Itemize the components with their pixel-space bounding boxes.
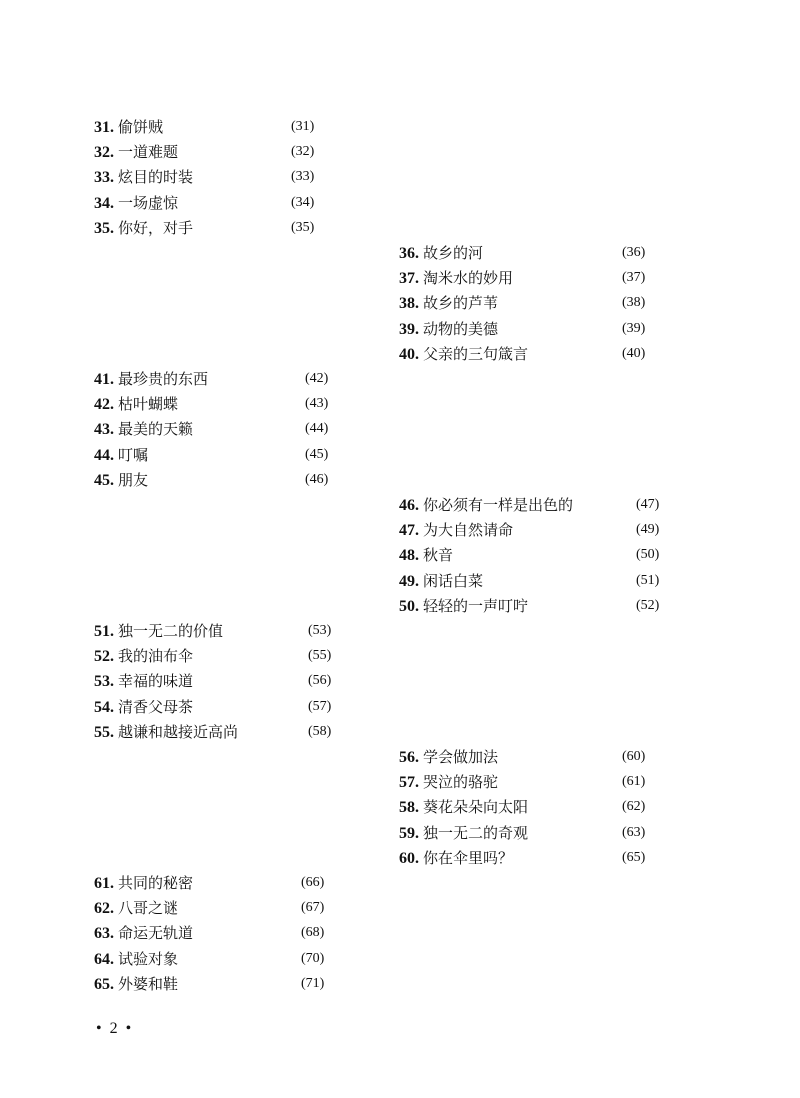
entry-number: 37.: [399, 270, 419, 288]
entry-page: (42): [305, 371, 329, 386]
toc-entry[interactable]: [399, 316, 669, 341]
entry-title: 命运无轨道: [118, 924, 194, 943]
entry-title: 清香父母茶: [118, 697, 194, 716]
entry-title: 叮嘱: [118, 445, 149, 464]
entry-page: (61): [622, 774, 646, 790]
entry-title: 淘米水的妙用: [423, 269, 514, 288]
entry-page: (68): [301, 925, 325, 941]
entry-number: 49.: [399, 572, 419, 590]
entry-page: (55): [308, 648, 332, 664]
entry-number: 56.: [399, 749, 419, 766]
toc-entry[interactable]: [399, 492, 679, 517]
toc-entry[interactable]: [399, 794, 669, 819]
entry-number: 50.: [399, 597, 419, 615]
toc-entry[interactable]: [94, 164, 334, 189]
entry-title: 一道难题: [118, 143, 179, 162]
entry-number: 59.: [399, 824, 419, 842]
entry-page: (37): [622, 270, 646, 286]
entry-number: 64.: [94, 950, 114, 968]
toc-entry[interactable]: [94, 920, 344, 945]
toc-entry[interactable]: [399, 568, 679, 593]
toc-entry[interactable]: [94, 215, 334, 240]
entry-number: 36.: [399, 245, 419, 262]
entry-page: (58): [308, 723, 332, 739]
entry-page: (34): [291, 194, 315, 210]
entry-title: 外婆和鞋: [118, 974, 179, 993]
toc-entry[interactable]: [399, 820, 669, 845]
entry-title: 越谦和越接近高尚: [118, 722, 239, 741]
entry-number: 48.: [399, 547, 419, 565]
entry-title: 葵花朵朵向太阳: [423, 798, 529, 817]
entry-number: 34.: [94, 194, 114, 212]
toc-entry[interactable]: [399, 517, 679, 542]
entry-page: (33): [291, 169, 315, 185]
entry-number: 53.: [94, 673, 114, 691]
toc-entry[interactable]: [399, 542, 679, 567]
toc-group-56-60: [399, 744, 669, 870]
toc-entry[interactable]: [94, 366, 344, 391]
entry-title: 试验对象: [118, 949, 179, 968]
entry-title: 你必须有一样是出色的: [423, 496, 574, 514]
entry-number: 39.: [399, 320, 419, 338]
entry-title: 你在伞里吗？: [423, 848, 514, 867]
toc-entry[interactable]: [94, 694, 344, 719]
entry-number: 57.: [399, 774, 419, 792]
toc-entry[interactable]: [94, 467, 344, 492]
entry-page: (45): [305, 446, 329, 462]
entry-page: (49): [636, 522, 660, 538]
entry-page: (46): [305, 471, 329, 487]
entry-title: 八哥之谜: [118, 899, 179, 918]
entry-number: 54.: [94, 698, 114, 716]
entry-page: (70): [301, 950, 325, 966]
entry-page: (35): [291, 219, 315, 235]
entry-page: (63): [622, 824, 646, 840]
entry-page: (36): [622, 245, 646, 260]
entry-title: 故乡的河: [423, 244, 484, 262]
toc-entry[interactable]: [399, 744, 669, 769]
entry-title: 轻轻的一声叮咛: [423, 596, 529, 615]
page-number-footer: • 2 •: [96, 1020, 134, 1037]
toc-entry[interactable]: [94, 946, 344, 971]
entry-number: 46.: [399, 497, 419, 514]
toc-entry[interactable]: [94, 643, 344, 668]
entry-page: (57): [308, 698, 332, 714]
toc-entry[interactable]: [94, 895, 344, 920]
entry-number: 44.: [94, 446, 114, 464]
entry-number: 32.: [94, 144, 114, 162]
entry-number: 33.: [94, 169, 114, 187]
entry-page: (62): [622, 799, 646, 815]
entry-title: 父亲的三句箴言: [423, 344, 529, 363]
toc-entry[interactable]: [399, 341, 669, 366]
entry-page: (71): [301, 975, 325, 991]
entry-number: 65.: [94, 975, 114, 993]
entry-title: 你好，对手: [118, 218, 194, 237]
entry-page: (39): [622, 320, 646, 336]
entry-page: (44): [305, 421, 329, 437]
entry-title: 幸福的味道: [118, 672, 194, 691]
entry-title: 我的油布伞: [118, 647, 194, 666]
toc-entry[interactable]: [94, 668, 344, 693]
entry-number: 58.: [399, 799, 419, 817]
entry-title: 偷饼贼: [118, 118, 164, 136]
toc-entry[interactable]: [399, 769, 669, 794]
entry-page: (50): [636, 547, 660, 563]
entry-page: (66): [301, 875, 325, 890]
entry-page: (38): [622, 295, 646, 311]
entry-page: (32): [291, 144, 315, 160]
entry-title: 故乡的芦苇: [423, 294, 499, 313]
entry-page: (47): [636, 497, 660, 512]
entry-page: (43): [305, 396, 329, 412]
entry-page: (31): [291, 119, 315, 134]
toc-entry[interactable]: [94, 190, 334, 215]
entry-page: (51): [636, 572, 660, 588]
entry-number: 31.: [94, 119, 114, 136]
toc-group-36-40: [399, 240, 669, 366]
entry-page: (65): [622, 849, 646, 865]
toc-entry[interactable]: [94, 114, 334, 139]
entry-title: 动物的美德: [423, 319, 499, 338]
entry-number: 42.: [94, 396, 114, 414]
entry-title: 闲话白菜: [423, 571, 484, 590]
entry-number: 62.: [94, 900, 114, 918]
toc-group-51-55: [94, 618, 344, 744]
toc-entry[interactable]: [399, 290, 669, 315]
entry-number: 41.: [94, 371, 114, 388]
toc-entry[interactable]: [94, 416, 344, 441]
entry-page: (40): [622, 345, 646, 361]
entry-number: 35.: [94, 219, 114, 237]
entry-number: 38.: [399, 295, 419, 313]
entry-title: 炫目的时装: [118, 168, 194, 187]
entry-number: 63.: [94, 925, 114, 943]
entry-title: 独一无二的价值: [118, 622, 224, 640]
entry-number: 45.: [94, 471, 114, 489]
entry-number: 52.: [94, 648, 114, 666]
entry-title: 共同的秘密: [118, 874, 194, 892]
entry-number: 61.: [94, 875, 114, 892]
entry-number: 51.: [94, 623, 114, 640]
toc-entry[interactable]: [94, 139, 334, 164]
entry-title: 最美的天籁: [118, 420, 194, 439]
toc-entry[interactable]: [94, 971, 344, 996]
toc-entry[interactable]: [94, 870, 344, 895]
entry-number: 55.: [94, 723, 114, 741]
entry-title: 一场虚惊: [118, 193, 179, 212]
toc-entry[interactable]: [94, 391, 344, 416]
entry-page: (56): [308, 673, 332, 689]
entry-page: (52): [636, 597, 660, 613]
entry-page: (67): [301, 900, 325, 916]
toc-group-61-65: [94, 870, 344, 996]
entry-number: 43.: [94, 421, 114, 439]
toc-entry[interactable]: [399, 240, 669, 265]
entry-title: 秋音: [423, 546, 454, 565]
toc-entry[interactable]: [399, 593, 679, 618]
entry-page: (60): [622, 749, 646, 764]
entry-number: 40.: [399, 345, 419, 363]
entry-number: 47.: [399, 522, 419, 540]
entry-title: 为大自然请命: [423, 521, 514, 540]
toc-entry[interactable]: [94, 618, 344, 643]
toc-entry[interactable]: [94, 719, 344, 744]
toc-group-31-35: [94, 114, 334, 240]
entry-page: (53): [308, 623, 332, 638]
entry-title: 朋友: [118, 470, 149, 489]
entry-title: 学会做加法: [423, 748, 499, 766]
entry-title: 独一无二的奇观: [423, 823, 529, 842]
entry-number: 60.: [399, 849, 419, 867]
toc-entry[interactable]: [399, 265, 669, 290]
entry-title: 最珍贵的东西: [118, 370, 209, 388]
toc-entry[interactable]: [94, 442, 344, 467]
toc-group-46-50: [399, 492, 679, 618]
entry-title: 哭泣的骆驼: [423, 773, 499, 792]
entry-title: 枯叶蝴蝶: [118, 395, 179, 414]
toc-entry[interactable]: [399, 845, 669, 870]
toc-group-41-45: [94, 366, 344, 492]
